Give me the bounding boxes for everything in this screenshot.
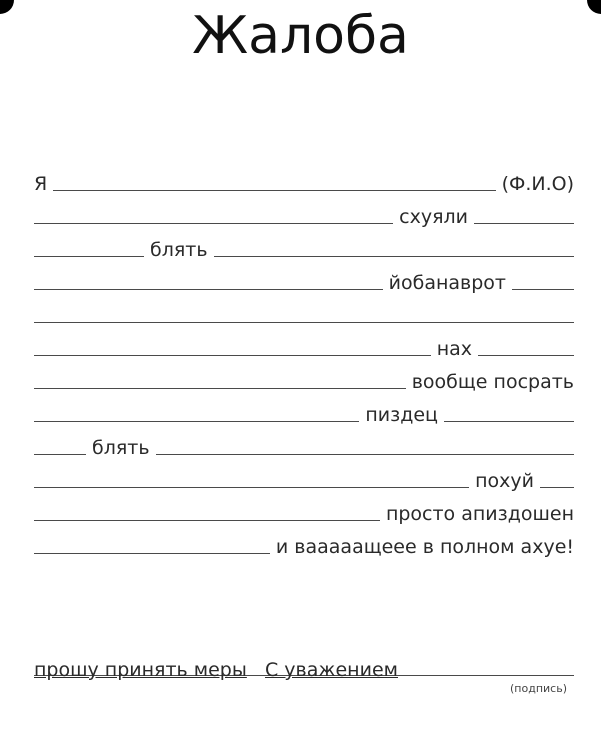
fill-blank[interactable] bbox=[34, 487, 469, 488]
line-11-text: просто апиздошен bbox=[385, 503, 574, 525]
fill-blank[interactable] bbox=[34, 553, 270, 554]
line-6-text: нах bbox=[436, 338, 472, 360]
form-line-1 bbox=[34, 162, 574, 195]
form-line-12 bbox=[34, 525, 574, 558]
fill-blank[interactable] bbox=[474, 223, 574, 224]
form-line-5 bbox=[34, 294, 574, 327]
form-line-4 bbox=[34, 261, 574, 294]
fill-blank[interactable] bbox=[512, 289, 574, 290]
line-12-text: и вааааащеее в полном ахуе! bbox=[275, 536, 574, 558]
form-line-11 bbox=[34, 492, 574, 525]
fill-blank[interactable] bbox=[540, 487, 574, 488]
line-1-text: Я bbox=[34, 173, 48, 195]
footer-text bbox=[34, 659, 398, 681]
complaint-form bbox=[34, 162, 574, 558]
form-line-2 bbox=[34, 195, 574, 228]
form-line-3 bbox=[34, 228, 574, 261]
signature-line[interactable] bbox=[34, 647, 574, 681]
fill-blank[interactable] bbox=[34, 421, 359, 422]
fill-blank[interactable] bbox=[34, 256, 144, 257]
form-line-9 bbox=[34, 426, 574, 459]
document-title: Жалоба bbox=[192, 6, 409, 66]
fill-blank[interactable] bbox=[34, 388, 406, 389]
fill-blank[interactable] bbox=[34, 223, 393, 224]
fill-blank[interactable] bbox=[34, 289, 383, 290]
fill-blank[interactable] bbox=[34, 355, 431, 356]
fill-blank[interactable] bbox=[156, 454, 574, 455]
fill-blank[interactable] bbox=[34, 322, 574, 323]
line-7-text: вообще посрать bbox=[411, 371, 574, 393]
line-1-fio-label: (Ф.И.О) bbox=[501, 173, 574, 195]
form-line-8 bbox=[34, 393, 574, 426]
fill-blank[interactable] bbox=[444, 421, 574, 422]
form-line-6 bbox=[34, 327, 574, 360]
line-10-text: похуй bbox=[475, 470, 534, 492]
fill-blank[interactable] bbox=[34, 520, 380, 521]
line-2-text: схуяли bbox=[399, 206, 468, 228]
line-8-text: пиздец bbox=[365, 404, 438, 426]
regards-text: С уважением bbox=[264, 659, 398, 681]
form-line-7 bbox=[34, 360, 574, 393]
line-3-text: блять bbox=[150, 239, 208, 261]
form-line-10 bbox=[34, 459, 574, 492]
fill-blank[interactable] bbox=[34, 454, 86, 455]
fill-blank[interactable] bbox=[53, 190, 495, 191]
fill-blank[interactable] bbox=[478, 355, 574, 356]
signature-caption: (подпись) bbox=[510, 682, 567, 695]
line-9-text: блять bbox=[92, 437, 150, 459]
request-measures-text: прошу принять меры bbox=[34, 659, 247, 681]
fill-blank[interactable] bbox=[214, 256, 574, 257]
line-4-text: йобанаврот bbox=[388, 272, 506, 294]
